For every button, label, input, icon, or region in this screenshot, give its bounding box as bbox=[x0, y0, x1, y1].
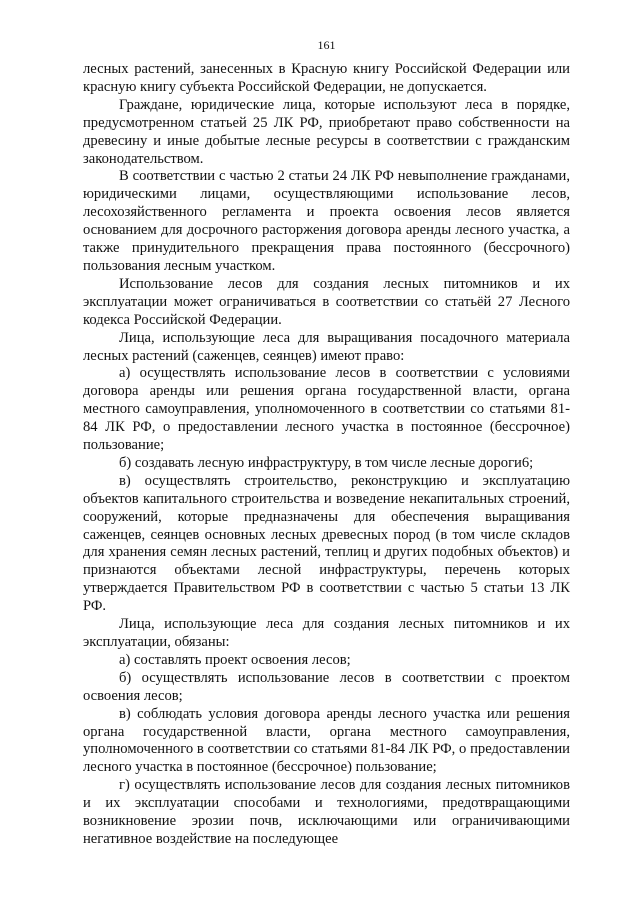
paragraph-red-book-continuation: лесных растений, занесенных в Красную книгу Российской Федерации или красную книгу субъекта Российской Федерации, не допускается. bbox=[83, 61, 570, 95]
list-item-obligation-a: а) составлять проект освоения лесов; bbox=[119, 651, 351, 668]
list-item-obligation-b: б) осуществлять использование лесов в соответствии с проектом освоения лесов; bbox=[83, 669, 570, 704]
list-item-right-a: а) осуществлять использование лесов в соответствии с условиями договора аренды или решения органа государственной власти, органа местного самоуправления, уполномоченного в соответствии со статьями 81-84 ЛК РФ, о предоставлении лесного участка в постоянное (бессрочное) пользование; bbox=[83, 365, 570, 454]
paragraph-nursery-restrictions: Использование лесов для создания лесных питомников и их эксплуатации может ограничиваться в соответствии со статьёй 27 Лесного кодекса Российской Федерации. bbox=[83, 275, 570, 328]
list-item-obligation-c: в) соблюдать условия договора аренды лесного участка или решения органа государственной власти, органа местного самоуправления, уполномоченного в соответствии со статьями 81-84 ЛК РФ, о предоставлении лесного участка в постоянное (бессрочное) пользование; bbox=[83, 705, 570, 776]
page-number: 161 bbox=[317, 38, 336, 52]
body-text bbox=[83, 61, 570, 849]
paragraph-article-24-termination: В соответствии с частью 2 статьи 24 ЛК РФ невыполнение гражданами, юридическими лицами, осуществляющими использование лесов, лесохозяйственного регламента и проекта освоения лесов является основанием для досрочного расторжения договора аренды лесного участка, а также принудительного прекращения права постоянного (бессрочного) пользования лесным участком. bbox=[83, 168, 570, 274]
list-item-obligation-d: г) осуществлять использование лесов для создания лесных питомников и их эксплуатации способами и технологиями, предотвращающими возникновение эрозии почв, исключающими или ограничивающими негативное воздействие на последующее bbox=[83, 777, 570, 847]
paragraph-obligations-intro: Лица, использующие леса для создания лесных питомников и их эксплуатации, обязаны: bbox=[83, 616, 570, 650]
paragraph-ownership-rights: Граждане, юридические лица, которые используют леса в порядке, предусмотренном статьей 25 ЛК РФ, приобретают право собственности на древесину и иные добытые лесные ресурсы в соответствии с гражданским законодательством. bbox=[83, 96, 570, 167]
paragraph-rights-intro: Лица, использующие леса для выращивания посадочного материала лесных растений (саженцев, сеянцев) имеют право: bbox=[83, 329, 570, 364]
list-item-right-c: в) осуществлять строительство, реконструкцию и эксплуатацию объектов капитального строительства и возведение некапитальных строений, сооружений, которые предназначены для обеспечения выращивания саженцев, сеянцев основных лесных древесных пород (в том числе складов для хранения семян лесных растений, теплиц и других подобных объектов) и признаются объектами лесной инфраструктуры, перечень которых утверждается Правительством РФ в соответствии с частью 5 статьи 13 ЛК РФ. bbox=[83, 472, 570, 615]
list-item-right-b: б) создавать лесную инфраструктуру, в том числе лесные дороги6; bbox=[119, 454, 534, 471]
